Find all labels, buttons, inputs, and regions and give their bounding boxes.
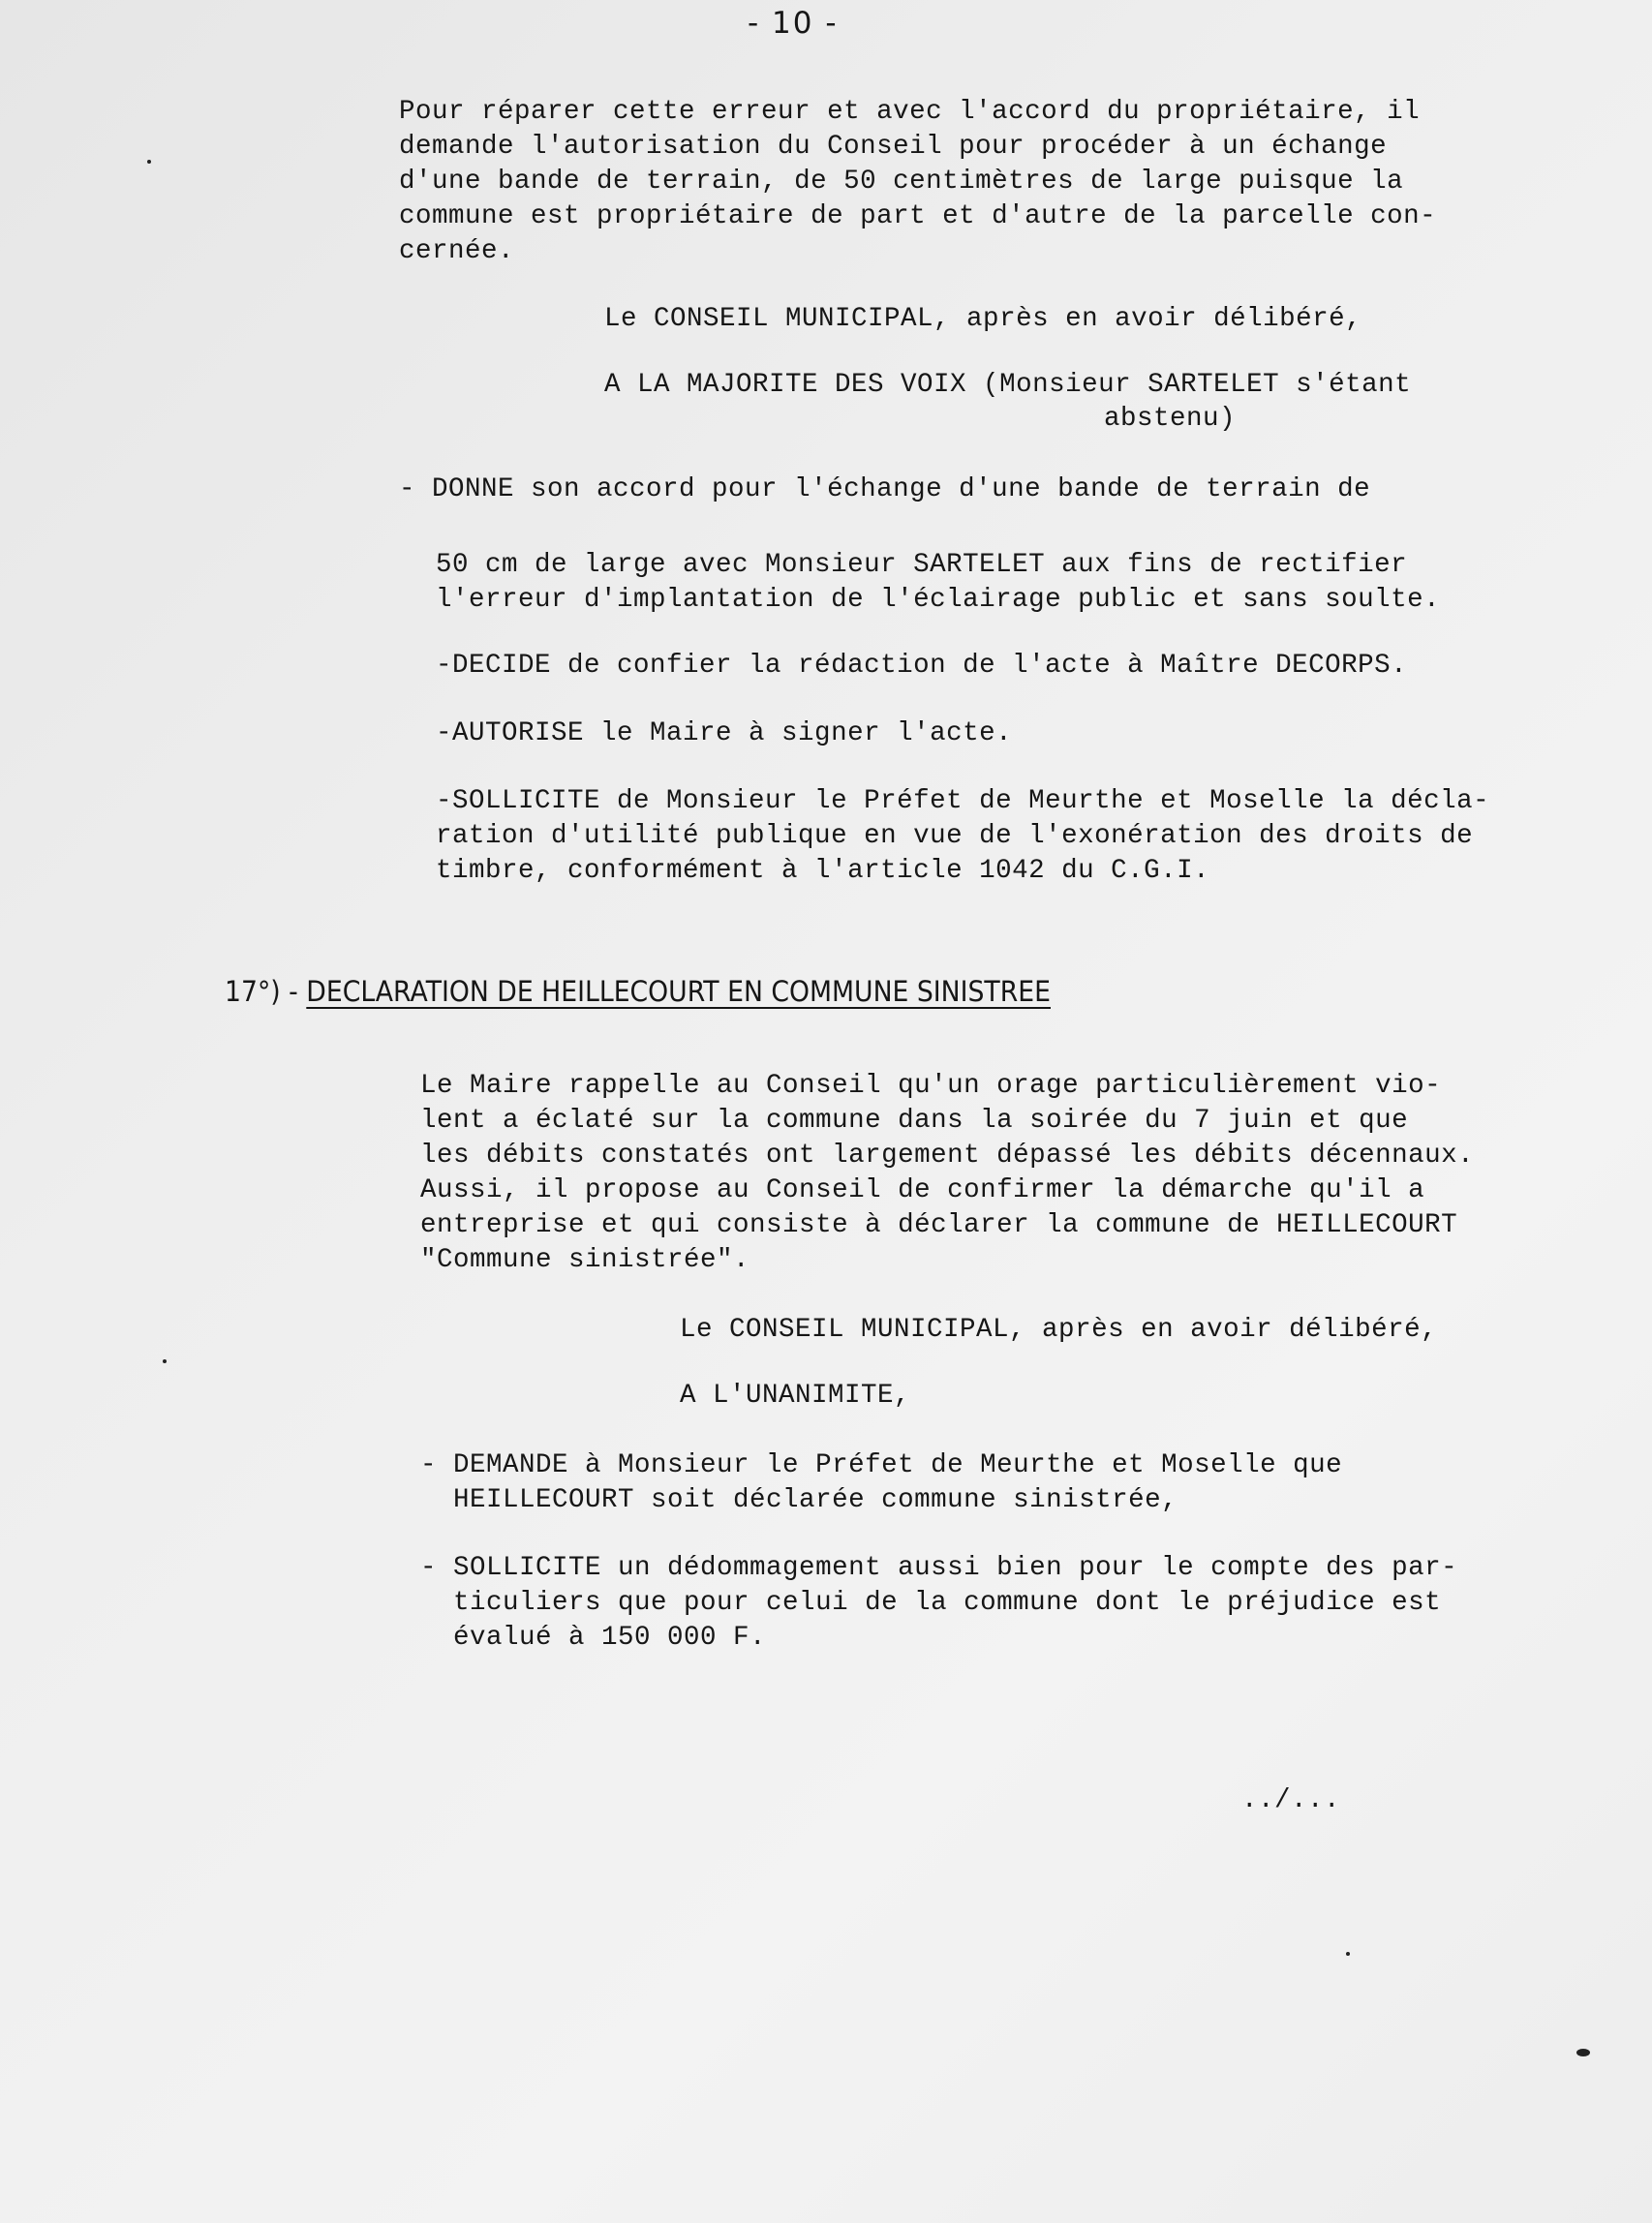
paragraph-line: Pour réparer cette erreur et avec l'accord du propriétaire, il — [399, 97, 1421, 127]
continuation-mark: ../... — [1241, 1785, 1341, 1815]
paragraph-line: cernée. — [399, 236, 515, 266]
decision-sollicite: timbre, conformément à l'article 1042 du C.G.I. — [436, 856, 1210, 886]
scan-speck — [1576, 2049, 1590, 2056]
paragraph-line: demande l'autorisation du Conseil pour procéder à un échange — [399, 132, 1388, 162]
decision-sollicite: ration d'utilité publique en vue de l'exonération des droits de — [436, 821, 1474, 851]
scan-speck — [163, 1359, 167, 1363]
scan-speck — [147, 160, 151, 164]
decision-donne-continued: 50 cm de large avec Monsieur SARTELET aux fins de rectifier — [436, 550, 1408, 580]
section-title: DECLARATION DE HEILLECOURT EN COMMUNE SINISTREE — [306, 975, 1051, 1008]
vote-result: A L'UNANIMITE, — [680, 1381, 911, 1411]
decision-demande: - DEMANDE à Monsieur le Préfet de Meurthe et Moselle que — [420, 1450, 1343, 1480]
paragraph-line: "Commune sinistrée". — [420, 1245, 750, 1275]
section-number: 17°) - — [225, 975, 307, 1008]
council-deliberation: Le CONSEIL MUNICIPAL, après en avoir délibéré, — [680, 1315, 1438, 1345]
vote-result: A LA MAJORITE DES VOIX (Monsieur SARTELET s'étant — [604, 370, 1412, 400]
decision-decide: -DECIDE de confier la rédaction de l'acte à Maître DECORPS. — [436, 651, 1408, 681]
decision-sollicite: évalué à 150 000 F. — [420, 1623, 767, 1653]
decision-demande: HEILLECOURT soit déclarée commune sinistrée, — [420, 1485, 1178, 1515]
paragraph-line: commune est propriétaire de part et d'autre de la parcelle con- — [399, 201, 1437, 231]
paragraph-line: Aussi, il propose au Conseil de confirmer la démarche qu'il a — [420, 1175, 1425, 1205]
decision-sollicite: ticuliers que pour celui de la commune dont le préjudice est — [420, 1588, 1442, 1618]
decision-sollicite: - SOLLICITE un dédommagement aussi bien pour le compte des par- — [420, 1553, 1458, 1583]
scan-speck — [1346, 1952, 1350, 1956]
paragraph-line: les débits constatés ont largement dépassé les débits décennaux. — [420, 1141, 1475, 1171]
decision-sollicite: -SOLLICITE de Monsieur le Préfet de Meurthe et Moselle la décla- — [436, 786, 1490, 816]
section-17-heading — [225, 974, 1051, 1009]
paragraph-line: Le Maire rappelle au Conseil qu'un orage particulièrement vio- — [420, 1071, 1442, 1101]
paragraph-line: d'une bande de terrain, de 50 centimètres de large puisque la — [399, 167, 1404, 197]
decision-donne: - DONNE son accord pour l'échange d'une bande de terrain de — [399, 474, 1371, 504]
paragraph-line: entreprise et qui consiste à déclarer la commune de HEILLECOURT — [420, 1210, 1458, 1240]
decision-autorise: -AUTORISE le Maire à signer l'acte. — [436, 718, 1013, 748]
council-deliberation: Le CONSEIL MUNICIPAL, après en avoir délibéré, — [604, 304, 1362, 334]
decision-donne-continued: l'erreur d'implantation de l'éclairage public et sans soulte. — [436, 585, 1441, 615]
page-number: - 10 - — [748, 6, 839, 41]
vote-result-continued: abstenu) — [1104, 404, 1237, 434]
paragraph-line: lent a éclaté sur la commune dans la soirée du 7 juin et que — [420, 1106, 1409, 1136]
